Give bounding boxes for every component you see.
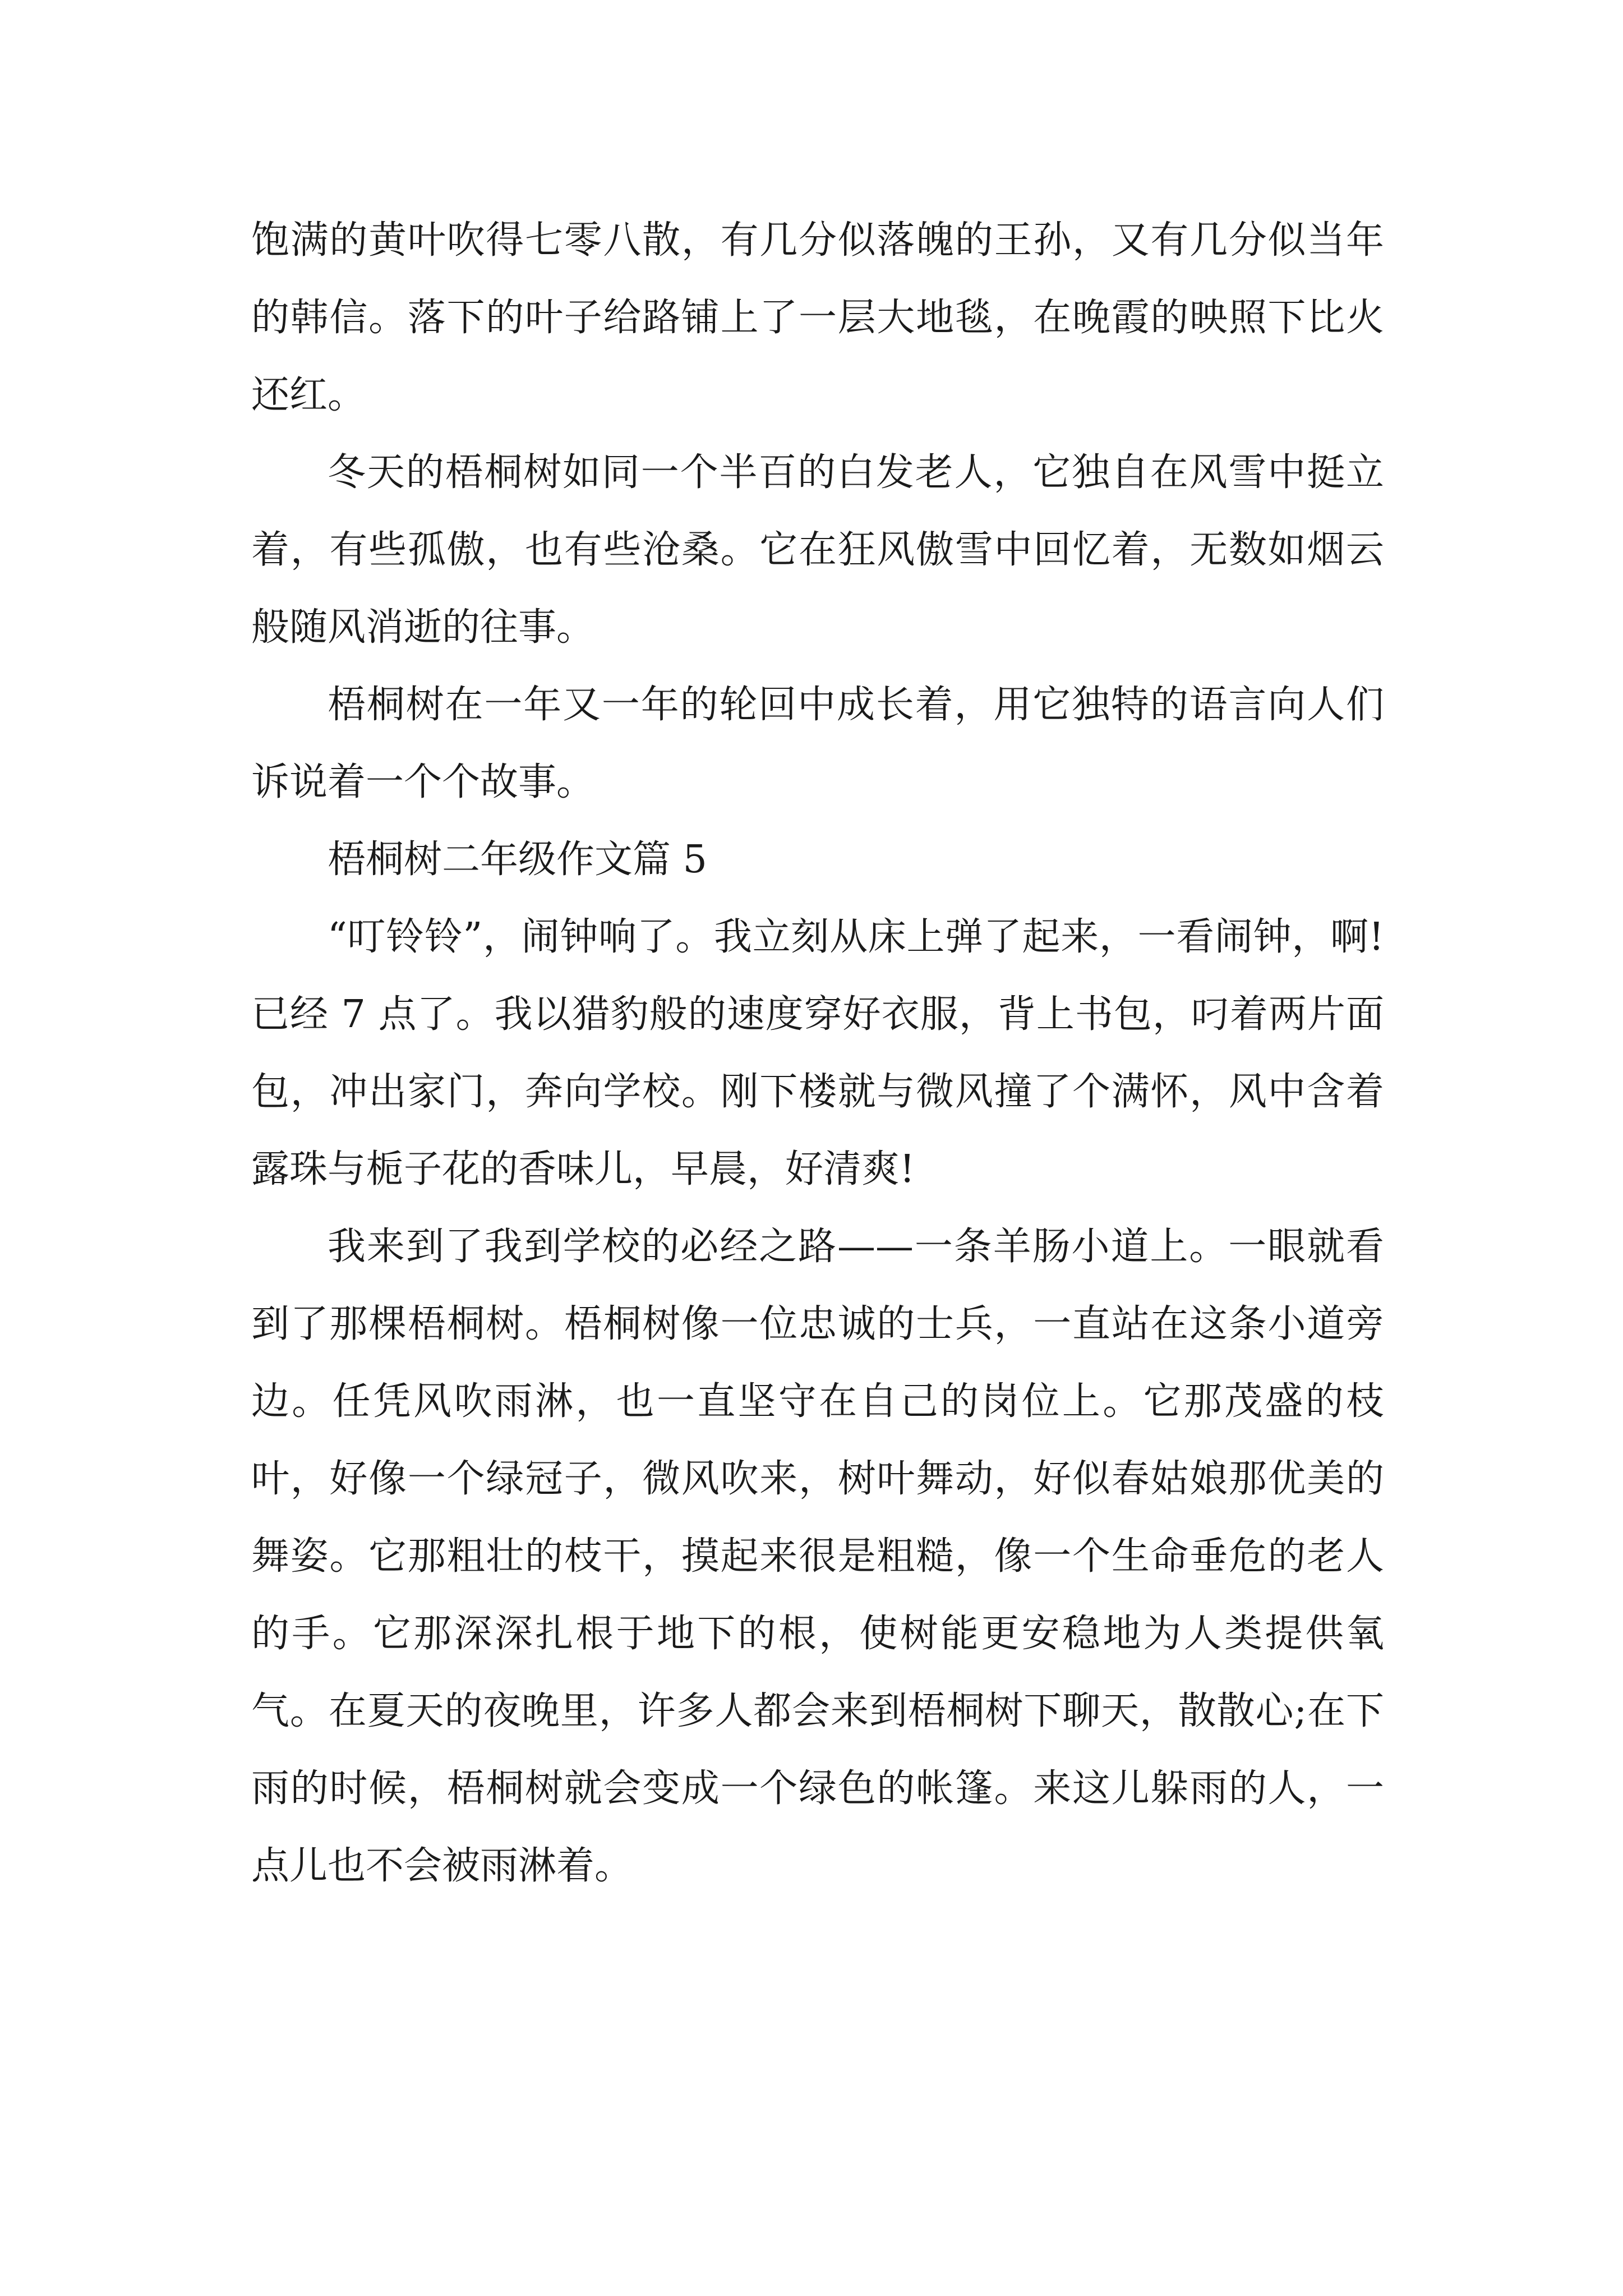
- paragraph-5: “叮铃铃”，闹钟响了。我立刻从床上弹了起来，一看闹钟，啊!已经 7 点了。我以猎豹般的速度穿好衣服，背上书包，叼着两片面包，冲出家门，奔向学校。刚下楼就与微风撞了个满怀，风中含着露珠与栀子花的香味儿，早晨，好清爽!: [251, 915, 1384, 1191]
- paragraph-6: 我来到了我到学校的必经之路——一条羊肠小道上。一眼就看到了那棵梧桐树。梧桐树像一位忠诚的士兵，一直站在这条小道旁边。任凭风吹雨淋，也一直坚守在自己的岗位上。它那茂盛的枝叶，好像一个绿冠子，微风吹来，树叶舞动，好似春姑娘那优美的舞姿。它那粗壮的枝干，摸起来很是粗糙，像一个生命垂危的老人的手。它那深深扎根于地下的根，使树能更安稳地为人类提供氧气。在夏天的夜晚里，许多人都会来到梧桐树下聊天，散散心;在下雨的时候，梧桐树就会变成一个绿色的帐篷。来这儿躲雨的人，一点儿也不会被雨淋着。: [251, 1225, 1384, 1888]
- paragraph-1: 饱满的黄叶吹得七零八散，有几分似落魄的王孙，又有几分似当年的韩信。落下的叶子给路铺上了一层大地毯，在晚霞的映照下比火还红。: [251, 218, 1384, 417]
- document-page: [251, 202, 1384, 1905]
- section-heading: 梧桐树二年级作文篇 5: [328, 838, 707, 882]
- paragraph-3: 梧桐树在一年又一年的轮回中成长着，用它独特的语言向人们诉说着一个个故事。: [251, 683, 1384, 804]
- paragraph-2: 冬天的梧桐树如同一个半百的白发老人，它独自在风雪中挺立着，有些孤傲，也有些沧桑。它在狂风傲雪中回忆着，无数如烟云般随风消逝的往事。: [251, 450, 1384, 650]
